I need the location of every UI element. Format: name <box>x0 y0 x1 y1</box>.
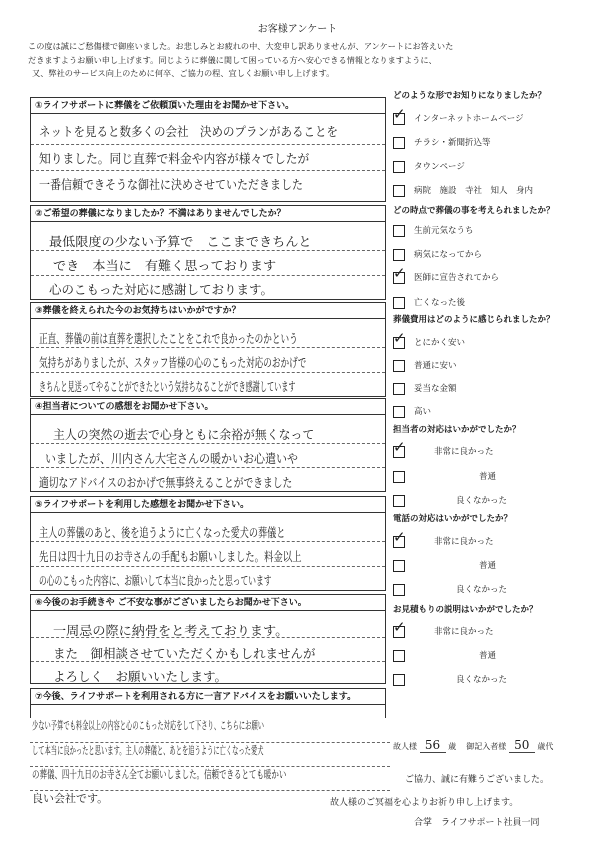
side-question-title-q5: 電話の対応はいかがでしたか？ <box>393 514 513 524</box>
question-box-2 <box>30 205 386 300</box>
option-q2-2[interactable] <box>393 264 590 285</box>
side-question-title-q4: 担当者の対応はいかがでしたか？ <box>393 425 521 435</box>
side-question-title-q2: どの時点で葬儀の事を考えられましたか？ <box>393 206 555 216</box>
question-title: ⑤ライフサポートを利用した感想をお聞かせ下さい。 <box>31 497 385 513</box>
option-q3-3[interactable] <box>393 405 590 419</box>
side-question-title-q1: どのような形でお知りになりましたか？ <box>393 91 547 101</box>
answer-line: 一周忌の際に納骨をと考えております。 <box>53 623 289 638</box>
option-q1-1[interactable] <box>393 136 590 150</box>
check-mark-icon: ✓ <box>393 438 406 456</box>
answer-line: いましたが、川内さん大宅さんの暖かいお心遣いや <box>45 451 299 466</box>
question-title: ①ライフサポートに葬儀をご依頼頂いた理由をお聞かせ下さい。 <box>31 98 385 114</box>
option-q3-2[interactable] <box>393 382 590 396</box>
deceased-age-value[interactable]: 56 <box>420 738 446 753</box>
answer-line: きちんと見送ってやることができたという気持ちなることができ感謝しています <box>39 379 296 394</box>
question-box-4 <box>30 398 386 492</box>
checkbox[interactable] <box>393 383 405 395</box>
option-q5-1[interactable] <box>393 559 590 573</box>
answer-line: 良い会社です。 <box>32 792 109 805</box>
checkbox[interactable] <box>393 674 405 686</box>
page-title: お客様アンケート <box>257 24 338 35</box>
respondent-age-label: 御記入者様 <box>466 742 507 751</box>
intro-line: この度は誠にご愁傷様で御座いました。お悲しみとお疲れの中、大変申し訳ありませんが、アンケートにお答えいた <box>28 41 454 51</box>
checkbox[interactable] <box>393 528 406 548</box>
answer-line: 先日は四十九日のお寺さんの手配もお願いしました。料金以上 <box>39 549 302 564</box>
option-label: 良くなかった <box>456 585 508 595</box>
option-q2-1[interactable] <box>393 248 590 262</box>
answer-line: 知りました。同じ直葬で料金や内容が様々でしたが <box>39 151 310 166</box>
option-q6-1[interactable] <box>393 649 590 663</box>
question-box-3 <box>30 302 386 397</box>
question-box-6 <box>30 594 386 684</box>
checkbox[interactable] <box>393 297 405 309</box>
option-q5-0[interactable] <box>393 528 590 549</box>
option-label: 生前元気なうち <box>414 226 474 236</box>
answer-line: 適切なアドバイスのおかげで無事終えることができました <box>39 475 293 490</box>
answer-line: 一番信頼できそうな御社に決めさせていただきました <box>39 177 304 192</box>
checkbox[interactable] <box>393 225 405 237</box>
checkbox[interactable] <box>393 471 405 483</box>
age-row <box>393 738 553 753</box>
question-title: ③葬儀を終えられた今のお気持ちはいかがですか？ <box>31 303 385 319</box>
option-label: 病気になってから <box>414 250 483 260</box>
check-mark-icon: ✓ <box>393 105 406 123</box>
option-q4-0[interactable] <box>393 438 590 459</box>
option-q2-0[interactable] <box>393 224 590 238</box>
option-label: 普通 <box>479 561 497 571</box>
question-title: ②ご希望の葬儀になりましたか？不満はありませんでしたか？ <box>31 206 385 222</box>
intro-text <box>28 40 573 81</box>
checkbox[interactable] <box>393 329 406 349</box>
checkbox[interactable] <box>393 249 405 261</box>
answer-line: 心のこもった対応に感謝しております。 <box>49 282 274 297</box>
checkbox[interactable] <box>393 360 405 372</box>
option-label: 亡くなった後 <box>414 298 466 308</box>
question-box-5 <box>30 496 386 591</box>
option-label: 非常に良かった <box>434 627 494 637</box>
checkbox[interactable] <box>393 406 405 418</box>
checkbox[interactable] <box>393 264 406 284</box>
option-label: 医師に宣告されてから <box>414 273 500 283</box>
intro-line: だきますようお願い申し上げます。同じように葬儀に関して困っている方へ安心できる情報となりますように、 <box>28 54 437 65</box>
check-mark-icon: ✓ <box>393 528 406 546</box>
deceased-age-label: 故人様 <box>393 742 417 751</box>
option-label: 妥当な金額 <box>414 384 457 394</box>
option-label: 普通に安い <box>414 361 457 371</box>
option-label: 非常に良かった <box>434 447 494 457</box>
answer-line: よろしく お願いいたします。 <box>53 669 228 684</box>
option-label: 普通 <box>479 651 497 661</box>
answer-line: の心のこもった内容に、お願いして本当に良かったと思っています <box>39 573 272 588</box>
checkbox[interactable] <box>393 560 405 572</box>
option-q1-0[interactable] <box>393 105 590 126</box>
answer-line: 少ない予算でも料金以上の内容と心のこもった対応をして下さり、こちらにお願い <box>32 719 264 732</box>
option-label: 良くなかった <box>456 496 508 506</box>
option-q4-1[interactable] <box>393 470 590 484</box>
checkbox[interactable] <box>393 105 406 125</box>
option-q1-2[interactable] <box>393 160 590 174</box>
checkbox[interactable] <box>393 438 406 458</box>
intro-line: 又、弊社のサービス向上のために何卒、ご協力の程、宜しくお願い申し上げます。 <box>32 68 335 78</box>
option-label: タウンページ <box>414 162 465 172</box>
question-box-7 <box>30 688 386 718</box>
checkbox[interactable] <box>393 650 405 662</box>
option-label: 非常に良かった <box>434 537 494 547</box>
answer-line: また 御相談させていただくかもしれませんが <box>53 646 316 661</box>
question-title: ⑥今後のお手続きや ご不安な事がございましたらお聞かせ下さい。 <box>31 595 385 611</box>
respondent-age-unit: 歳代 <box>537 742 554 751</box>
answer-line: 正直、葬儀の前は直葬を選択したことをこれで良かったのかという <box>39 331 298 346</box>
closing-thanks: ご協力、誠に有難うございました。 <box>405 775 550 785</box>
option-label: チラシ・新聞折込等 <box>414 138 491 148</box>
option-q5-2[interactable] <box>393 583 590 597</box>
closing-signature: 合掌 ライフサポート社員一同 <box>414 818 540 828</box>
option-q6-2[interactable] <box>393 673 590 687</box>
checkbox[interactable] <box>393 137 405 149</box>
check-mark-icon: ✓ <box>393 618 406 636</box>
question-title: ④担当者についての感想をお聞かせ下さい。 <box>31 399 385 415</box>
answer-line: 気持ちがありましたが、スタッフ皆様の心のこもった対応のおかげで <box>39 355 307 370</box>
option-q2-3[interactable] <box>393 296 590 310</box>
option-q6-0[interactable] <box>393 618 590 639</box>
option-label: 病院 施設 寺社 知人 身内 <box>414 186 534 196</box>
checkbox[interactable] <box>393 584 405 596</box>
option-label: 良くなかった <box>456 675 508 685</box>
side-question-title-q6: お見積もりの説明はいかがでしたか？ <box>393 605 538 615</box>
option-q1-3[interactable] <box>393 184 590 198</box>
respondent-age-value[interactable]: 50 <box>509 738 535 753</box>
checkbox[interactable] <box>393 185 405 197</box>
side-question-title-q3: 葬儀費用はどのように感じられましたか？ <box>393 315 555 325</box>
question-box-1 <box>30 97 386 202</box>
checkbox[interactable] <box>393 618 406 638</box>
check-mark-icon: ✓ <box>393 329 406 347</box>
deceased-age-unit: 歳 <box>448 742 457 751</box>
answer-line: して本当に良かったと思います。主人の葬儀と、あとを追うように亡くなった愛犬 <box>32 744 264 757</box>
answer-line: 最低限度の少ない予算で ここまできちんと <box>49 234 312 249</box>
checkbox[interactable] <box>393 161 405 173</box>
option-q4-2[interactable] <box>393 494 590 508</box>
answer-line: 主人の突然の逝去で心身ともに余裕が無くなって <box>53 427 315 442</box>
option-q3-0[interactable] <box>393 329 590 350</box>
option-label: とにかく安い <box>414 338 466 348</box>
checkbox[interactable] <box>393 495 405 507</box>
answer-line: ネットを見ると数多くの会社 決めのプランがあることを <box>39 124 339 139</box>
answer-line: でき 本当に 有難く思っております <box>53 258 277 273</box>
answer-line: の葬儀、四十九日のお寺さん全てお願いしました。信頼できるとても暖かい <box>32 768 287 781</box>
option-label: 高い <box>414 407 432 417</box>
question-title: ⑦今後、ライフサポートを利用される方に一言アドバイスをお願いいたします。 <box>31 689 385 705</box>
option-label: 普通 <box>479 472 497 482</box>
option-label: インターネットホームページ <box>414 114 524 124</box>
option-q3-1[interactable] <box>393 359 590 373</box>
closing-condolence: 故人様のご冥福を心よりお祈り申し上げます。 <box>330 798 519 808</box>
answer-line: 主人の葬儀のあと、後を追うように亡くなった愛犬の葬儀と <box>39 525 286 540</box>
check-mark-icon: ✓ <box>393 264 406 282</box>
